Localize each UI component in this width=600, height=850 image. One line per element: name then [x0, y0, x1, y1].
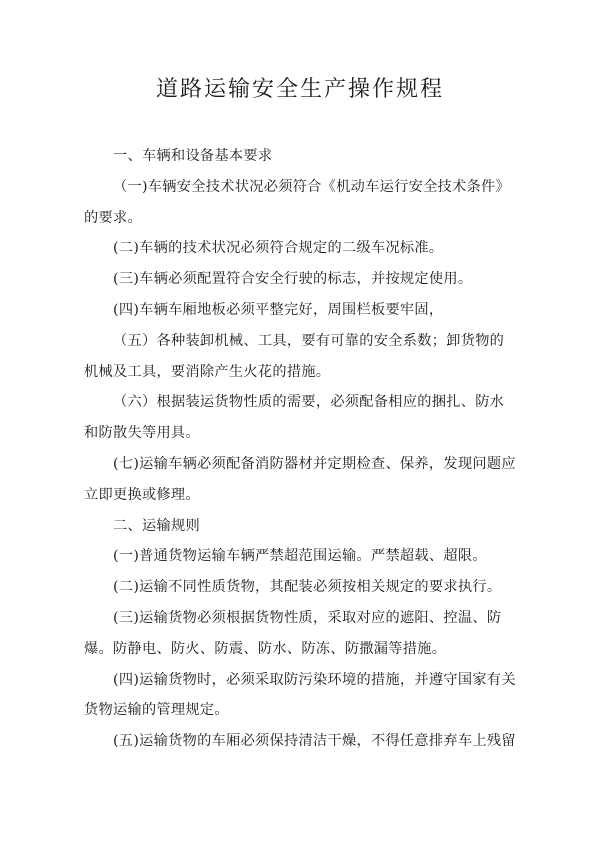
paragraph: (四)车辆车厢地板必须平整完好，周围栏板要牢固， [113, 301, 444, 318]
document-body [84, 141, 516, 757]
paragraph: (四)运输货物时，必须采取防污染环境的措施，并遵守国家有关货物运输的管理规定。 [84, 671, 516, 719]
paragraph: (七)运输车辆必须配备消防器材并定期检查、保养，发现问题应立即更换或修理。 [84, 455, 516, 503]
paragraph: (二)车辆的技术状况必须符合规定的二级车况标准。 [113, 240, 444, 257]
paragraph: （六）根据装运货物性质的需要，必须配备相应的捆扎、防水和防散失等用具。 [84, 394, 505, 442]
document-title: 道路运输安全生产操作规程 [155, 77, 444, 102]
section-heading-2: 二、运输规则 [113, 517, 200, 534]
paragraph: (一)普通货物运输车辆严禁超范围运输。严禁超载、超限。 [113, 548, 487, 565]
paragraph: (三)车辆必须配置符合安全行驶的标志，并按规定使用。 [113, 271, 473, 288]
paragraph: （一)车辆安全技术状况必须符合《机动车运行安全技术条件》的要求。 [84, 178, 510, 226]
paragraph: (五)运输货物的车厢必须保持清洁干燥，不得任意排弃车上残留 [113, 733, 516, 750]
section-heading-1: 一、车辆和设备基本要求 [113, 148, 273, 164]
paragraph: (三)运输货物必须根据货物性质，采取对应的遮阳、控温、防爆。防静电、防火、防震、防水、防冻、防撒漏等措施。 [84, 609, 502, 657]
paragraph: (二)运输不同性质货物，其配装必须按相关规定的要求执行。 [113, 579, 502, 596]
paragraph: （五）各种装卸机械、工具，要有可靠的安全系数；卸货物的机械及工具，要消除产生火花的措施。 [84, 332, 505, 380]
